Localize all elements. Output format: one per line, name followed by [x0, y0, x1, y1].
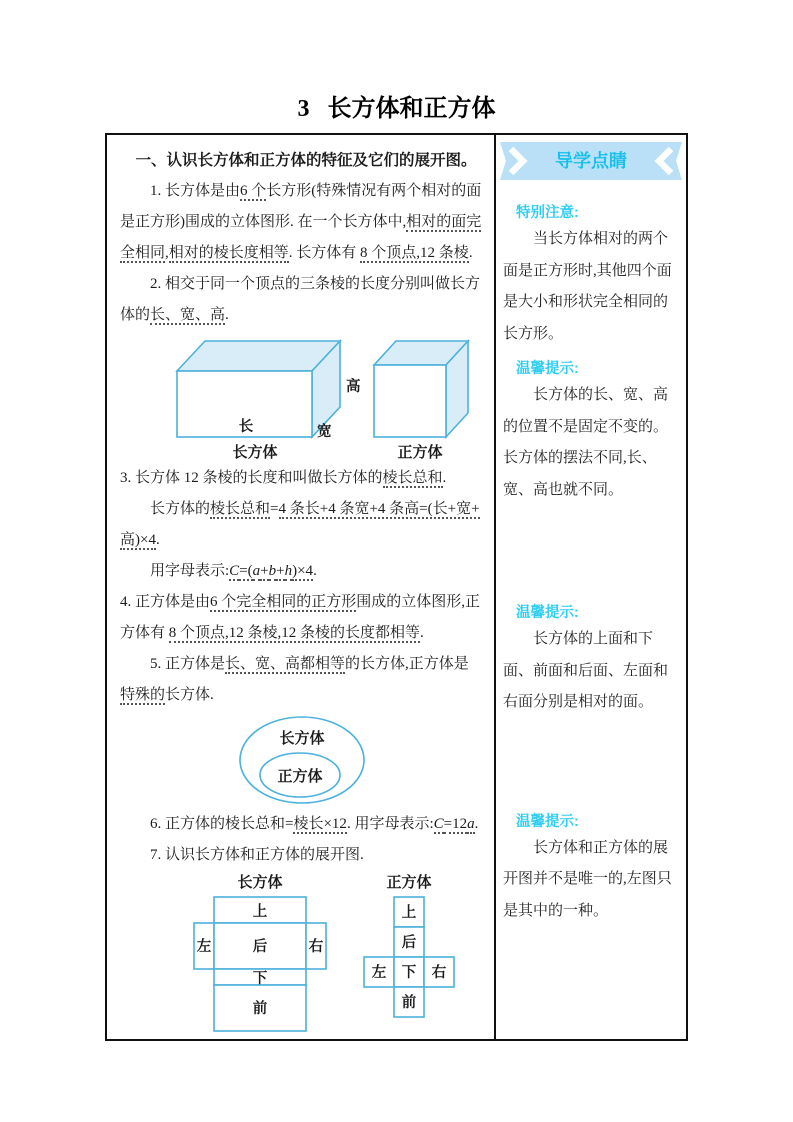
- paragraph-3: [120, 463, 483, 494]
- paragraph-1: [120, 176, 483, 269]
- text-segment: b: [268, 563, 277, 579]
- face-label-right: 右: [431, 965, 447, 981]
- venn-outer-label: 长方体: [278, 731, 325, 747]
- text-segment: 长方体的: [150, 501, 211, 517]
- text-segment: +: [276, 563, 285, 579]
- paragraph-2: [120, 269, 483, 331]
- text-segment: 6 个: [240, 183, 267, 199]
- text-segment: .: [468, 245, 473, 261]
- paragraph-4-formula: [120, 494, 483, 556]
- nets-diagram: [156, 873, 468, 1035]
- section-heading: 一、认识长方体和正方体的特征及它们的展开图。: [135, 152, 477, 169]
- tip-label: 温馨提示:: [516, 605, 579, 621]
- text-segment: .: [420, 625, 424, 641]
- text-segment: C: [229, 563, 240, 579]
- text-segment: 围成的立体图形,正方体有: [120, 594, 481, 641]
- text-segment: )×4: [292, 563, 314, 579]
- figure-nets: [120, 873, 483, 1035]
- text-segment: 长、宽、高都相等: [225, 656, 346, 672]
- paragraph-9: [120, 840, 483, 871]
- text-segment: 棱长总和: [382, 470, 443, 486]
- venn-diagram: [202, 713, 402, 809]
- venn-outer-ellipse: [240, 717, 364, 803]
- text-segment: 高)×4: [120, 532, 156, 548]
- face-label-front: 前: [252, 1001, 268, 1017]
- cuboid-caption: 长方体: [232, 445, 278, 461]
- tip-text: 长方体的上面和下面、前面和后面、左面和右面分别是相对的面。: [503, 631, 669, 710]
- tip-warm-reminder-1: [496, 358, 686, 506]
- text-segment: 6 个完全相同的正方形: [210, 594, 357, 610]
- cuboid-net-title: 长方体: [237, 875, 283, 891]
- tip-label: 特别注意:: [516, 205, 579, 221]
- text-segment: 1. 长方体是由: [150, 183, 241, 199]
- width-label: 宽: [317, 424, 332, 440]
- banner-title: 导学点睛: [555, 151, 627, 171]
- text-segment: +: [260, 563, 269, 579]
- text-segment: 长、宽、高: [150, 307, 226, 323]
- height-label: 高: [346, 379, 361, 395]
- cube-net-title: 正方体: [386, 875, 432, 891]
- cube-caption: 正方体: [397, 445, 443, 461]
- text-segment: . 长方体有: [288, 245, 361, 261]
- study-guide-banner: [498, 142, 684, 180]
- face-label-up: 上: [252, 904, 268, 920]
- text-segment: a: [467, 816, 475, 832]
- text-segment: 7. 认识长方体和正方体的展开图.: [150, 847, 364, 863]
- text-segment: 特殊的: [120, 687, 166, 703]
- text-segment: 棱长总和: [210, 501, 271, 517]
- tip-text: 长方体和正方体的展开图并不是唯一的,左图只是其中的一种。: [503, 839, 672, 919]
- face-label-right: 右: [308, 939, 324, 955]
- face-label-down: 下: [252, 971, 268, 987]
- main-column: [107, 135, 496, 1039]
- text-segment: 的长方体,正方体是: [345, 656, 469, 672]
- text-segment: 相对的面完全相同: [120, 214, 482, 261]
- text-segment: h: [284, 563, 293, 579]
- face-label-down: 下: [401, 965, 417, 981]
- paragraph-6: [120, 587, 483, 649]
- tip-label: 温馨提示:: [516, 813, 579, 830]
- text-segment: . 用字母表示:: [346, 816, 434, 832]
- text-segment: 6. 正方体的棱长总和=: [150, 816, 294, 832]
- text-segment: 4 条长+4 条宽+4 条高=(长+宽+: [278, 501, 480, 517]
- text-segment: 8 个顶点,12 条棱: [360, 245, 469, 261]
- tip-text: 当长方体相对的两个面是正方形时,其他四个面是大小和形状完全相同的长方形。: [503, 231, 672, 342]
- face-label-back: 后: [252, 939, 268, 955]
- face-label-back: 后: [401, 935, 417, 951]
- lesson-title: 长方体和正方体: [327, 95, 496, 122]
- page-title: [105, 88, 688, 123]
- lesson-number: 3: [297, 96, 310, 122]
- text-segment: ,: [165, 245, 169, 261]
- text-segment: 2. 相交于同一个顶点的三条棱的长度分别叫做长方体的: [120, 276, 481, 323]
- sidebar-study-guide: [496, 135, 686, 1039]
- text-segment: .: [313, 563, 317, 579]
- venn-inner-label: 正方体: [276, 769, 323, 785]
- text-segment: .: [442, 470, 447, 486]
- face-label-up: 上: [401, 905, 417, 921]
- text-segment: =12: [443, 816, 468, 832]
- paragraph-5-letter-formula: [120, 556, 483, 587]
- face-label-left: 左: [196, 939, 212, 955]
- text-segment: 3. 长方体 12 条棱的长度和叫做长方体的: [120, 470, 383, 486]
- text-segment: .: [474, 816, 479, 832]
- tip-label: 温馨提示:: [516, 361, 579, 377]
- text-segment: a: [252, 563, 261, 579]
- content-box: [105, 133, 688, 1041]
- text-segment: 4. 正方体是由: [120, 594, 211, 610]
- text-segment: .: [155, 532, 160, 548]
- length-label: 长: [238, 419, 254, 435]
- text-segment: 5. 正方体是: [150, 656, 226, 672]
- text-segment: C: [433, 816, 444, 832]
- figure-cuboid-and-cube: [120, 335, 483, 463]
- text-segment: 用字母表示:: [150, 563, 230, 579]
- tip-warm-reminder-3: [496, 811, 686, 928]
- text-segment: .: [225, 307, 229, 323]
- text-segment: 8 个顶点,12 条棱,12 条棱的长度都相等: [168, 625, 421, 641]
- text-segment: 棱长×12: [293, 816, 347, 832]
- cube-front-face: [374, 365, 446, 437]
- paragraph-7: [120, 649, 483, 711]
- text-segment: =(: [239, 563, 253, 579]
- tip-special-note: [496, 202, 686, 350]
- face-label-left: 左: [371, 965, 387, 981]
- face-label-front: 前: [401, 995, 417, 1011]
- tip-warm-reminder-2: [496, 602, 686, 719]
- figure-venn: [120, 713, 483, 809]
- text-segment: =: [270, 501, 279, 517]
- cuboid-cube-diagram: [162, 335, 498, 463]
- text-segment: 相对的棱长度相等: [168, 245, 289, 261]
- tip-text: 长方体的长、宽、高的位置不是固定不变的。长方体的摆法不同,长、宽、高也就不同。: [503, 387, 669, 498]
- text-segment: 长方形(特殊情况有两个相对的面是正方形)围成的立体图形. 在一个长方体中,: [120, 183, 482, 230]
- paragraph-8: [120, 809, 483, 840]
- text-segment: 长方体.: [165, 687, 214, 703]
